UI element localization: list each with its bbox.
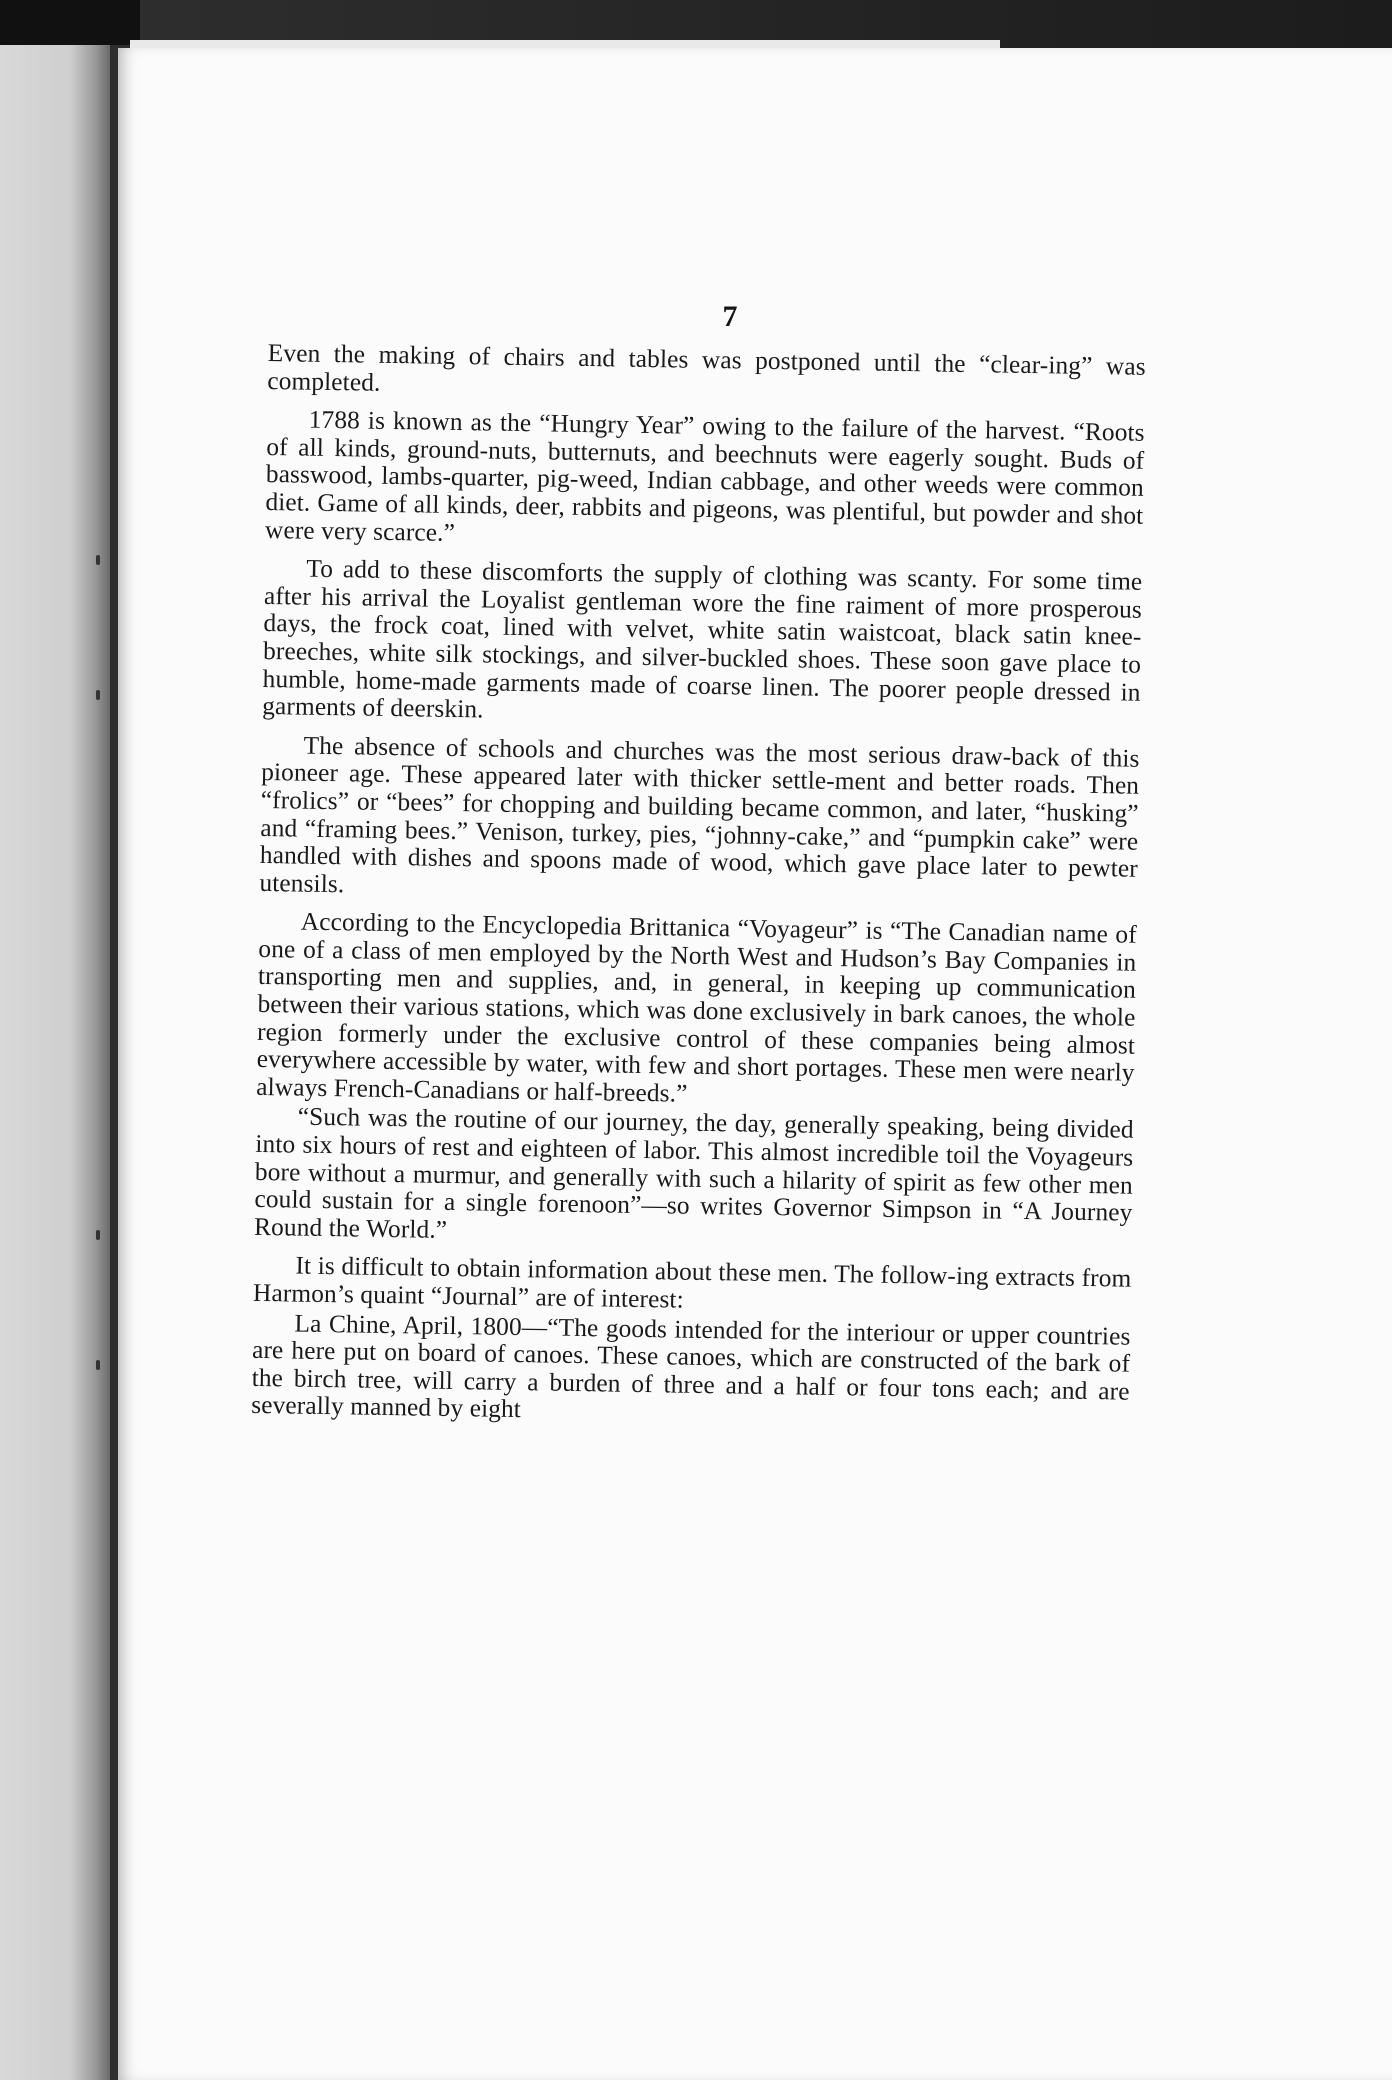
margin-mark xyxy=(96,1360,100,1370)
paragraph: “Such was the routine of our journey, the day, generally speaking, being divided into six hours of rest and eighteen of labor. This almost incredible toil the Voyageurs bore without a murmur, and generally with such a hilarity of spirit as few other men could sustain for a single forenoon”—so writes Governor Simpson in “A Journey Round the World.” xyxy=(253,1103,1134,1244)
page-number: 7 xyxy=(722,300,738,333)
margin-mark xyxy=(96,690,100,700)
paragraph: To add to these discomforts the supply of clothing was scanty. For some time after his arrival the Loyalist gentleman wore the fine raiment of more prosperous days, the frock coat, lined with velvet, white satin waistcoat, black satin knee-breeches, white silk stockings, and silver-buckled shoes. These soon gave place to humble, home-made garments made of coarse linen. The poorer people dressed in garments of deerskin. xyxy=(262,554,1143,724)
paragraph: 1788 is known as the “Hungry Year” owing to the failure of the harvest. “Roots of all kinds, ground-nuts, butternuts, and beechnuts were eagerly sought. Buds of basswood, lambs-quarter, pig-weed, Indian cabbage, and other weeds were common diet. Game of all kinds, deer, rabbits and pigeons, was plentiful, but powder and shot were very scarce.” xyxy=(264,405,1145,547)
paragraph: It is difficult to obtain information about these men. The follow-ing extracts from Harmon’s quaint “Journal” are of interest: xyxy=(252,1251,1132,1314)
paragraph: The absence of schools and churches was the most serious draw-back of this pioneer age. These appeared later with thicker settle-ment and better roads. Then “frolics” or “bees” for chopping and building became common, and later, “husking” and “framing bees.” Venison, turkey, pies, “johnny-cake,” and “pumpkin cake” were handled with dishes and spoons made of wood, which gave place later to pewter utensils. xyxy=(259,731,1140,898)
paragraph: Even the making of chairs and tables was postponed until the “clear-ing” was completed. xyxy=(267,339,1146,397)
body-text xyxy=(251,340,1146,1445)
margin-mark xyxy=(96,555,100,565)
margin-mark xyxy=(96,1230,100,1240)
scan-corner-shadow xyxy=(0,0,140,45)
paragraph: According to the Encyclopedia Brittanica “Voyageur” is “The Canadian name of one of a class of men employed by the North West and Hudson’s Bay Companies in transporting men and supplies, and, in general, in keeping up communication between their various stations, which was done exclusively in bark canoes, the whole region formerly under the exclusive control of these companies being almost everywhere accessible by water, with few and short portages. These men were nearly always French-Canadians or half-breeds.” xyxy=(256,907,1137,1108)
paragraph: La Chine, April, 1800—“The goods intended for the interiour or upper countries are here put on board of canoes. These canoes, which are constructed of the bark of the birch tree, will carry a burden of three and a half or four tons each; and are severally manned by eight xyxy=(251,1309,1131,1424)
book-binding-edge xyxy=(0,0,110,2080)
